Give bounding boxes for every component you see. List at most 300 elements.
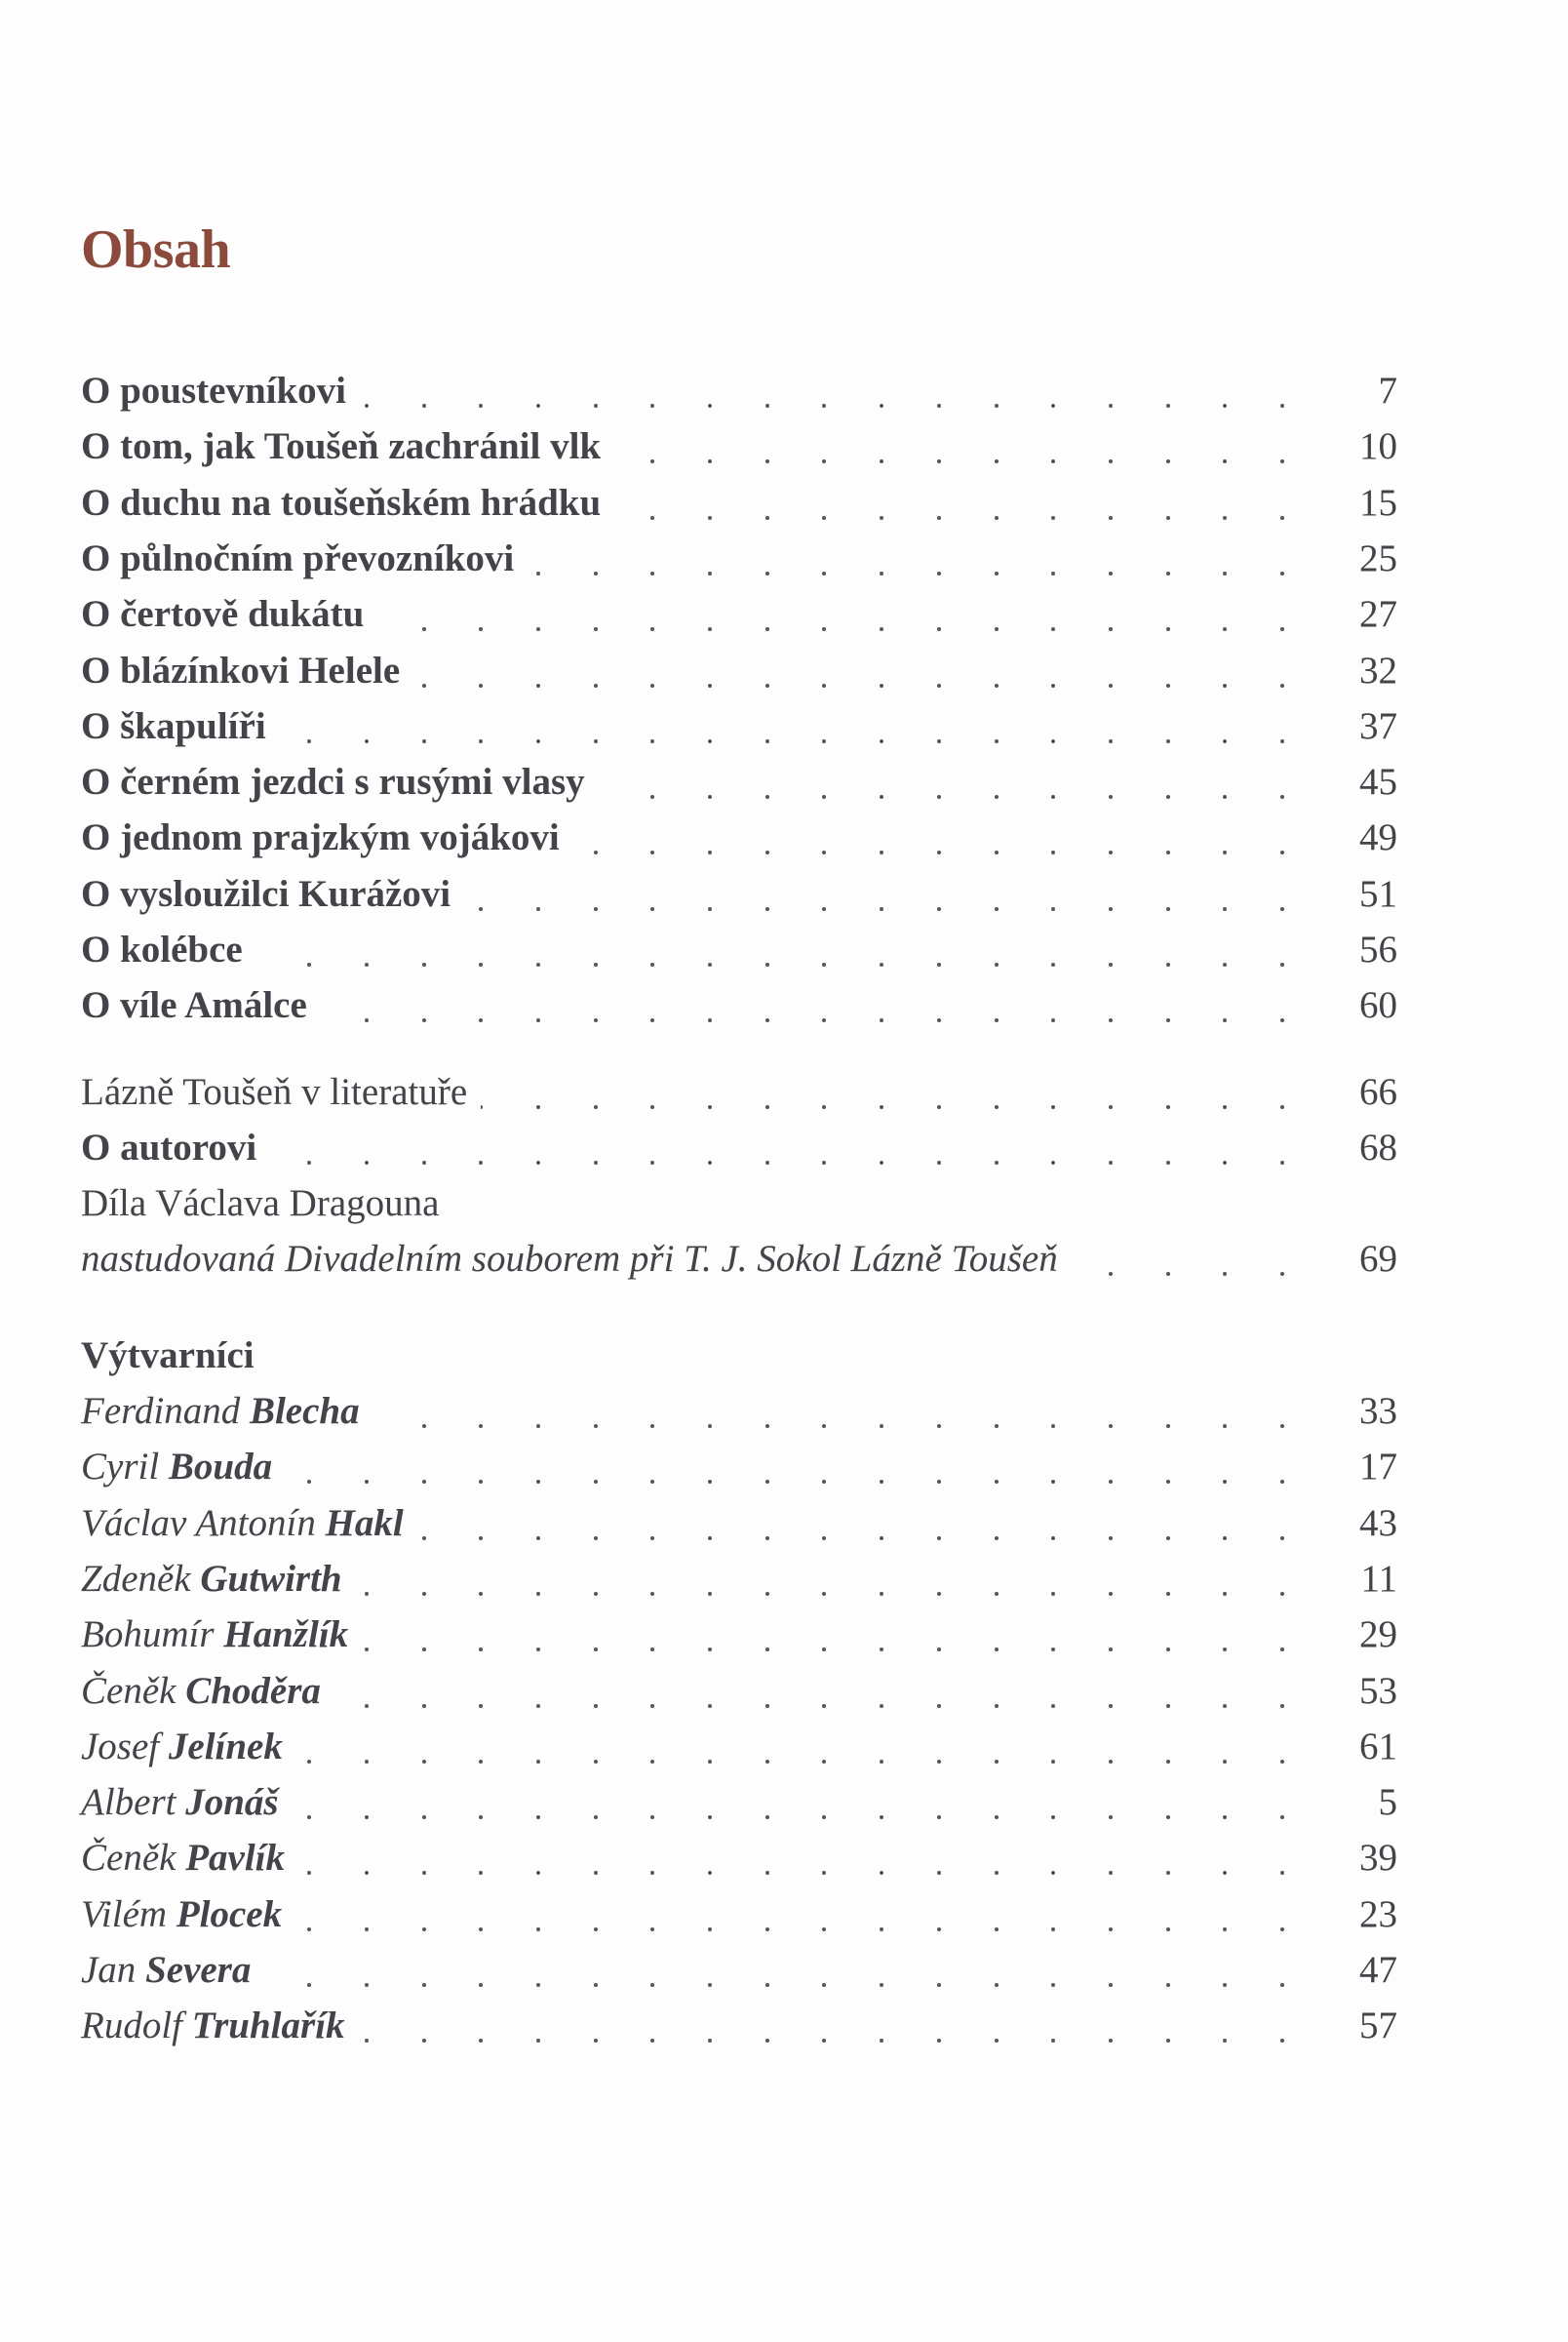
leader-dot [937, 404, 941, 408]
leader-dot [1166, 851, 1170, 854]
leader-dot [479, 684, 483, 688]
entry-title: O jednom prajzkým vojákovi [81, 818, 573, 856]
leader-dot [1051, 1760, 1055, 1764]
leader-dot [995, 739, 999, 743]
leader-dot [536, 1480, 540, 1484]
leader-dot [1280, 1760, 1284, 1764]
leader-dot [422, 684, 426, 688]
leader-dot [1166, 627, 1170, 631]
leader-dot [880, 2039, 883, 2043]
leader-dot [1223, 907, 1227, 911]
leader-dot [1166, 1536, 1170, 1540]
artist-entry[interactable] [81, 1940, 1397, 1989]
leader-dot [880, 1647, 883, 1651]
leader-dot [594, 2039, 598, 2043]
artist-last-name: Blecha [249, 1390, 360, 1432]
leader-dot [479, 1647, 483, 1651]
entry-title: O černém jezdci s rusými vlasy [81, 763, 599, 801]
leader-dot [307, 1927, 311, 1931]
dot-leader [81, 1979, 1397, 1989]
leader-dot [1280, 1871, 1284, 1875]
leader-dot [594, 404, 598, 408]
leader-dot [422, 1424, 426, 1428]
leader-dot [536, 1704, 540, 1708]
leader-dot [307, 1983, 311, 1987]
toc-entry[interactable] [81, 752, 1397, 804]
leader-dot [650, 459, 654, 463]
leader-dot [1280, 851, 1284, 854]
leader-dot [880, 516, 883, 520]
leader-dot [1051, 1871, 1055, 1875]
leader-dot [422, 1927, 426, 1931]
artist-first-name: Zdeněk [81, 1557, 191, 1600]
leader-dot [708, 1927, 712, 1931]
leader-dot [536, 1424, 540, 1428]
leader-dot [422, 1592, 426, 1596]
leader-dot [937, 1815, 941, 1819]
leader-dot [1223, 1272, 1227, 1276]
artist-name [81, 1557, 356, 1600]
page-number: 7 [1361, 372, 1398, 410]
leader-dot [536, 1983, 540, 1987]
leader-dot [765, 739, 769, 743]
leader-dot [365, 1871, 369, 1875]
page-number: 47 [1342, 1951, 1397, 1989]
page-number: 69 [1342, 1240, 1397, 1278]
page-number: 5 [1361, 1783, 1398, 1821]
leader-dot [708, 1161, 712, 1165]
leader-dot [1280, 963, 1284, 967]
leader-dot [937, 1536, 941, 1540]
leader-dot [937, 1424, 941, 1428]
leader-dot [822, 795, 826, 799]
leader-dot [536, 1105, 540, 1109]
leader-dot [1166, 1018, 1170, 1022]
leader-dot [650, 1647, 654, 1651]
dot-leader [81, 959, 1397, 969]
artist-last-name: Jelínek [168, 1725, 283, 1767]
leader-dot [1280, 907, 1284, 911]
leader-dot [995, 1983, 999, 1987]
leader-dot [1109, 1592, 1113, 1596]
leader-dot [765, 2039, 769, 2043]
leader-dot [479, 1927, 483, 1931]
leader-dot [822, 627, 826, 631]
leader-dot [594, 627, 598, 631]
entry-title: O půlnočním převozníkovi [81, 539, 528, 577]
artist-entry[interactable] [81, 1661, 1397, 1710]
leader-dot [594, 1760, 598, 1764]
leader-dot [1109, 1105, 1113, 1109]
leader-dot [594, 963, 598, 967]
leader-dot [594, 1983, 598, 1987]
leader-dot [1051, 2039, 1055, 2043]
leader-dot [365, 1647, 369, 1651]
leader-dot [937, 459, 941, 463]
leader-dot [1166, 795, 1170, 799]
leader-dot [650, 1480, 654, 1484]
leader-dot [1051, 1983, 1055, 1987]
toc-entry[interactable] [81, 1118, 1397, 1167]
leader-dot [479, 1704, 483, 1708]
leader-dot [822, 684, 826, 688]
leader-dot [1109, 1927, 1113, 1931]
leader-dot [365, 1927, 369, 1931]
artist-first-name: Vilém [81, 1892, 168, 1935]
leader-dot [650, 1871, 654, 1875]
toc-entry[interactable] [81, 529, 1397, 577]
page-number: 68 [1342, 1129, 1397, 1167]
leader-dot [1280, 404, 1284, 408]
leader-dot [536, 1871, 540, 1875]
leader-dot [1109, 739, 1113, 743]
leader-dot [1109, 1704, 1113, 1708]
artist-first-name: Václav Antonín [81, 1501, 316, 1544]
leader-dot [479, 1480, 483, 1484]
entry-title: Lázně Toušeň v literatuře [81, 1073, 481, 1111]
leader-dot [536, 1592, 540, 1596]
leader-dot [708, 1480, 712, 1484]
artists-heading [81, 1326, 1397, 1374]
leader-dot [1223, 1161, 1227, 1165]
leader-dot [1051, 459, 1055, 463]
page-number: 10 [1342, 427, 1397, 465]
leader-dot [822, 1592, 826, 1596]
leader-dot [479, 627, 483, 631]
artist-last-name: Truhlařík [191, 2005, 345, 2047]
leader-dot [822, 739, 826, 743]
leader-dot [307, 1760, 311, 1764]
leader-dot [765, 1424, 769, 1428]
leader-dot [1109, 516, 1113, 520]
leader-dot [1223, 684, 1227, 688]
page-number: 17 [1342, 1448, 1397, 1486]
leader-dot [1166, 1760, 1170, 1764]
entry-title: O autorovi [81, 1129, 270, 1167]
leader-dot [765, 516, 769, 520]
leader-dot [708, 1536, 712, 1540]
leader-dot [937, 739, 941, 743]
leader-dot [1280, 627, 1284, 631]
leader-dot [765, 1647, 769, 1651]
leader-dot [1109, 572, 1113, 576]
leader-dot [937, 572, 941, 576]
entry-title: nastudovaná Divadelním souborem při T. J. Sokol Lázně Toušeň [81, 1240, 1072, 1278]
leader-dot [536, 572, 540, 576]
leader-dot [536, 963, 540, 967]
page-number: 51 [1342, 875, 1397, 913]
leader-dot [822, 1480, 826, 1484]
leader-dot [995, 627, 999, 631]
leader-dot [1109, 1161, 1113, 1165]
leader-dot [1051, 1018, 1055, 1022]
toc-entry[interactable] [81, 361, 1397, 410]
leader-dot [995, 684, 999, 688]
leader-dot [995, 404, 999, 408]
artist-entry[interactable] [81, 1549, 1397, 1598]
leader-dot [365, 739, 369, 743]
leader-dot [650, 795, 654, 799]
leader-dot [708, 851, 712, 854]
page-number: 39 [1342, 1839, 1397, 1877]
leader-dot [536, 684, 540, 688]
page-number: 11 [1343, 1560, 1397, 1598]
leader-dot [765, 1480, 769, 1484]
leader-dot [937, 1927, 941, 1931]
leader-dot [307, 1480, 311, 1484]
leader-dot [708, 1018, 712, 1022]
leader-dot [1109, 627, 1113, 631]
leader-dot [365, 1161, 369, 1165]
leader-dot [1051, 1161, 1055, 1165]
leader-dot [1223, 1592, 1227, 1596]
leader-dot [822, 963, 826, 967]
toc-entry[interactable] [81, 975, 1397, 1027]
leader-dot [1109, 1815, 1113, 1819]
artist-entry[interactable] [81, 1772, 1397, 1824]
leader-dot [880, 1161, 883, 1165]
leader-dot [422, 1983, 426, 1987]
leader-dot [1166, 1105, 1170, 1109]
page-number: 33 [1342, 1392, 1397, 1430]
leader-dot [995, 1161, 999, 1165]
leader-dot [422, 1161, 426, 1165]
leader-dot [307, 963, 311, 967]
artist-entry[interactable] [81, 1605, 1397, 1656]
leader-dot [1223, 459, 1227, 463]
leader-dot [880, 1592, 883, 1596]
leader-dot [594, 1161, 598, 1165]
leader-dot [479, 1018, 483, 1022]
artist-first-name: Rudolf [81, 2005, 182, 2047]
leader-dot [307, 739, 311, 743]
leader-dot [822, 1760, 826, 1764]
artist-first-name: Bohumír [81, 1613, 215, 1656]
leader-dot [650, 851, 654, 854]
leader-dot [650, 1592, 654, 1596]
leader-dot [365, 1018, 369, 1022]
leader-dot [937, 1983, 941, 1987]
leader-dot [1109, 1018, 1113, 1022]
leader-dot [1166, 572, 1170, 576]
leader-dot [1166, 963, 1170, 967]
leader-dot [1223, 1760, 1227, 1764]
leader-dot [594, 1647, 598, 1651]
leader-dot [536, 627, 540, 631]
leader-dot [1109, 1647, 1113, 1651]
leader-dot [995, 907, 999, 911]
leader-dot [1166, 2039, 1170, 2043]
leader-dot [1051, 572, 1055, 576]
artists-heading-label: Výtvarníci [81, 1336, 268, 1374]
leader-dot [937, 516, 941, 520]
leader-dot [1280, 2039, 1284, 2043]
leader-dot [365, 1760, 369, 1764]
leader-dot [1280, 572, 1284, 576]
leader-dot [479, 1424, 483, 1428]
leader-dot [765, 1161, 769, 1165]
artist-entry[interactable] [81, 1717, 1397, 1766]
leader-dot [1051, 907, 1055, 911]
leader-dot [422, 627, 426, 631]
artist-name [81, 1837, 298, 1880]
artist-entry[interactable] [81, 1381, 1397, 1430]
toc-entry[interactable] [81, 641, 1397, 690]
artist-entry[interactable] [81, 1437, 1397, 1489]
leader-dot [995, 459, 999, 463]
leader-dot [536, 404, 540, 408]
leader-dot [822, 1815, 826, 1819]
entry-title: O duchu na toušeňském hrádku [81, 484, 614, 522]
leader-dot [1223, 572, 1227, 576]
leader-dot [708, 516, 712, 520]
leader-dot [594, 907, 598, 911]
leader-dot [995, 1871, 999, 1875]
leader-dot [937, 1704, 941, 1708]
page-number: 27 [1342, 595, 1397, 633]
leader-dot [1051, 516, 1055, 520]
leader-dot [1109, 1272, 1113, 1276]
leader-dot [422, 1704, 426, 1708]
leader-dot [1166, 1424, 1170, 1428]
leader-dot [1223, 739, 1227, 743]
leader-dot [1051, 795, 1055, 799]
toc-entry[interactable] [81, 1062, 1397, 1111]
leader-dot [1109, 1871, 1113, 1875]
leader-dot [880, 1536, 883, 1540]
entry-title: O čertově dukátu [81, 595, 377, 633]
artist-first-name: Čeněk [81, 1837, 176, 1880]
leader-dot [1166, 1161, 1170, 1165]
leader-dot [880, 572, 883, 576]
artist-entry[interactable] [81, 1828, 1397, 1880]
leader-dot [995, 963, 999, 967]
artist-first-name: Čeněk [81, 1669, 176, 1712]
leader-dot [880, 1704, 883, 1708]
leader-dot [995, 1760, 999, 1764]
artist-name [81, 1446, 286, 1489]
leader-dot [594, 1480, 598, 1484]
leader-dot [880, 1927, 883, 1931]
page-number: 49 [1342, 818, 1397, 856]
page-number: 66 [1342, 1073, 1397, 1111]
artist-entry[interactable] [81, 1996, 1397, 2047]
leader-dot [995, 1927, 999, 1931]
leader-dot [995, 2039, 999, 2043]
leader-dot [765, 1704, 769, 1708]
toc-entry[interactable] [81, 808, 1397, 859]
leader-dot [822, 459, 826, 463]
toc-entry[interactable] [81, 473, 1397, 522]
toc-entry[interactable] [81, 696, 1397, 745]
artist-last-name: Hanžlík [223, 1613, 349, 1656]
artist-last-name: Pavlík [185, 1837, 286, 1880]
toc-entry[interactable] [81, 864, 1397, 913]
leader-dot [422, 1647, 426, 1651]
leader-dot [822, 516, 826, 520]
leader-dot [650, 1927, 654, 1931]
leader-dot [1223, 1424, 1227, 1428]
leader-dot [594, 1018, 598, 1022]
leader-dot [1109, 459, 1113, 463]
leader-dot [650, 739, 654, 743]
leader-dot [536, 1760, 540, 1764]
leader-dot [995, 795, 999, 799]
leader-dot [708, 963, 712, 967]
toc-entry[interactable] [81, 920, 1397, 969]
leader-dot [1051, 1105, 1055, 1109]
leader-dot [1109, 907, 1113, 911]
leader-dot [1109, 963, 1113, 967]
leader-dot [365, 963, 369, 967]
leader-dot [1166, 1704, 1170, 1708]
artist-last-name: Jonáš [185, 1781, 279, 1824]
leader-dot [422, 1536, 426, 1540]
artist-entry[interactable] [81, 1493, 1397, 1542]
leader-dot [650, 1536, 654, 1540]
leader-dot [708, 2039, 712, 2043]
leader-dot [880, 1983, 883, 1987]
leader-dot [365, 2039, 369, 2043]
artist-last-name: Gutwirth [200, 1557, 342, 1600]
leader-dot [1051, 627, 1055, 631]
leader-dot [594, 684, 598, 688]
leader-dot [937, 963, 941, 967]
toc-entry[interactable] [81, 417, 1397, 468]
dot-leader [81, 1157, 1397, 1167]
leader-dot [365, 1704, 369, 1708]
leader-dot [708, 627, 712, 631]
leader-dot [937, 1480, 941, 1484]
leader-dot [1109, 684, 1113, 688]
leader-dot [1109, 404, 1113, 408]
leader-dot [1280, 1647, 1284, 1651]
artist-name [81, 1501, 417, 1544]
toc-entry[interactable] [81, 584, 1397, 636]
leader-dot [937, 1760, 941, 1764]
leader-dot [1166, 1592, 1170, 1596]
leader-dot [594, 851, 598, 854]
leader-dot [995, 1815, 999, 1819]
leader-dot [1166, 1647, 1170, 1651]
leader-dot [708, 1871, 712, 1875]
leader-dot [765, 684, 769, 688]
leader-dot [708, 572, 712, 576]
leader-dot [1109, 1760, 1113, 1764]
leader-dot [1166, 1871, 1170, 1875]
toc-entry[interactable] [81, 1229, 1397, 1278]
leader-dot [594, 1927, 598, 1931]
leader-dot [1051, 1480, 1055, 1484]
leader-dot [479, 404, 483, 408]
leader-dot [937, 1105, 941, 1109]
leader-dot [422, 1480, 426, 1484]
leader-dot [822, 1424, 826, 1428]
leader-dot [1223, 1815, 1227, 1819]
leader-dot [765, 1983, 769, 1987]
leader-dot [708, 795, 712, 799]
artist-entry[interactable] [81, 1885, 1397, 1933]
artist-last-name: Plocek [176, 1892, 283, 1935]
leader-dot [422, 404, 426, 408]
leader-dot [995, 1424, 999, 1428]
leader-dot [1109, 851, 1113, 854]
leader-dot [708, 1592, 712, 1596]
artist-name [81, 1892, 295, 1935]
leader-dot [1280, 1704, 1284, 1708]
leader-dot [937, 2039, 941, 2043]
entry-title: O tom, jak Toušeň zachránil vlk [81, 427, 614, 465]
